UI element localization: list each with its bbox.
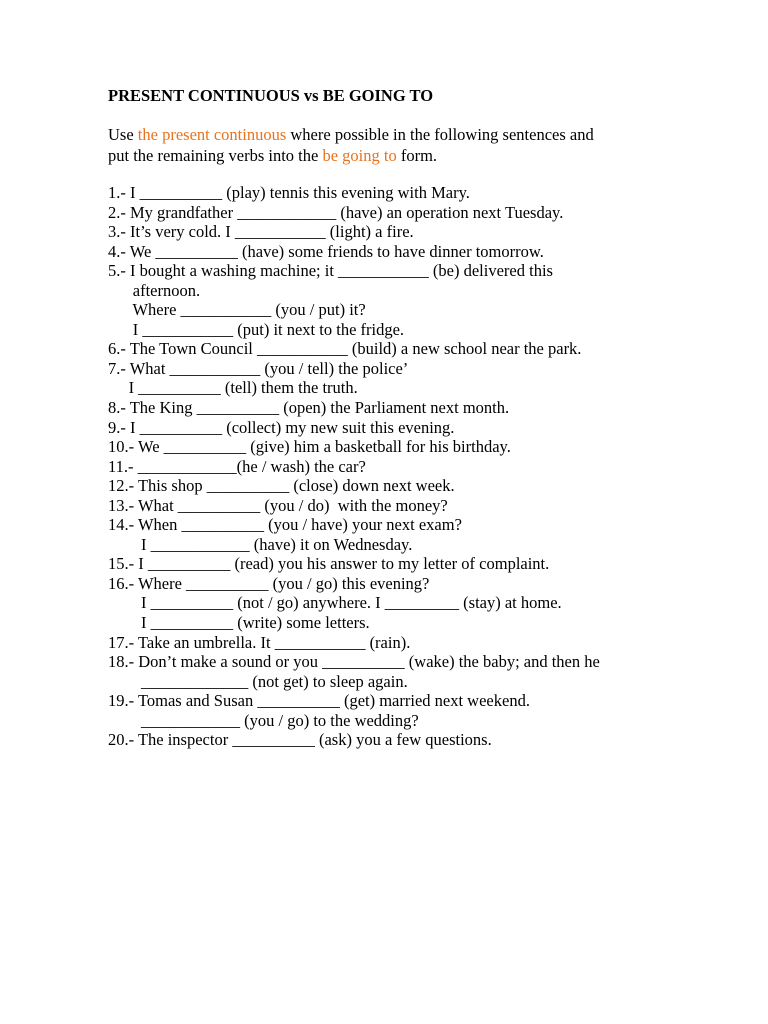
exercise-line: 19.- Tomas and Susan __________ (get) married next weekend. <box>108 691 530 711</box>
exercise-line: 15.- I __________ (read) you his answer to my letter of complaint. <box>108 554 550 574</box>
exercise-line: 8.- The King __________ (open) the Parliament next month. <box>108 398 510 418</box>
exercise-line: 16.- Where __________ (you / go) this evening? <box>108 573 430 593</box>
exercise-line: 20.- The inspector __________ (ask) you a few questions. <box>108 730 492 750</box>
instructions-line-2 <box>108 145 748 166</box>
exercise-line: I ____________ (have) it on Wednesday. <box>108 534 413 554</box>
exercise-line: 1.- I __________ (play) tennis this evening with Mary. <box>108 183 470 202</box>
exercise-line: 14.- When __________ (you / have) your next exam? <box>108 515 462 535</box>
highlight-be-going-to: be going to <box>322 146 397 165</box>
exercise-line: 9.- I __________ (collect) my new suit this evening. <box>108 417 455 437</box>
instructions-text: Use <box>108 125 138 144</box>
exercise-line: 7.- What ___________ (you / tell) the police’ <box>108 358 409 378</box>
exercise-line: 17.- Take an umbrella. It ___________ (rain). <box>108 632 411 652</box>
exercise-line: 11.- ____________(he / wash) the car? <box>108 456 366 476</box>
instructions-text: where possible in the following sentences and <box>286 125 594 144</box>
exercise-line: I ___________ (put) it next to the fridge. <box>108 319 405 339</box>
exercise-line: 10.- We __________ (give) him a basketball for his birthday. <box>108 437 511 457</box>
instructions <box>108 124 748 166</box>
exercise-line: afternoon. <box>108 280 201 300</box>
exercise-line: Where ___________ (you / put) it? <box>108 300 366 320</box>
exercise-list <box>108 183 748 750</box>
exercise-line: 13.- What __________ (you / do) with the money? <box>108 495 448 515</box>
worksheet-title: PRESENT CONTINUOUS vs BE GOING TO <box>108 86 434 105</box>
exercise-line: 6.- The Town Council ___________ (build) a new school near the park. <box>108 339 582 359</box>
worksheet-page <box>108 86 748 750</box>
exercise-line: 12.- This shop __________ (close) down next week. <box>108 476 455 496</box>
exercise-line: 5.- I bought a washing machine; it ___________ (be) delivered this <box>108 261 553 281</box>
instructions-text: form. <box>396 146 438 165</box>
exercise-line: 18.- Don’t make a sound or you __________ (wake) the baby; and then he <box>108 652 600 672</box>
instructions-line-1 <box>108 124 748 145</box>
exercise-line: I __________ (write) some letters. <box>108 613 370 633</box>
exercise-line: I __________ (not / go) anywhere. I _________ (stay) at home. <box>108 593 562 613</box>
exercise-line: _____________ (not get) to sleep again. <box>108 671 408 691</box>
exercise-line: 2.- My grandfather ____________ (have) an operation next Tuesday. <box>108 202 564 222</box>
exercise-line: I __________ (tell) them the truth. <box>108 378 358 398</box>
highlight-present-continuous: the present continuous <box>137 125 287 144</box>
exercise-line: 4.- We __________ (have) some friends to have dinner tomorrow. <box>108 241 544 261</box>
instructions-text: put the remaining verbs into the <box>108 146 323 165</box>
exercise-line: 3.- It’s very cold. I ___________ (light) a fire. <box>108 222 414 242</box>
exercise-line: ____________ (you / go) to the wedding? <box>108 710 419 730</box>
